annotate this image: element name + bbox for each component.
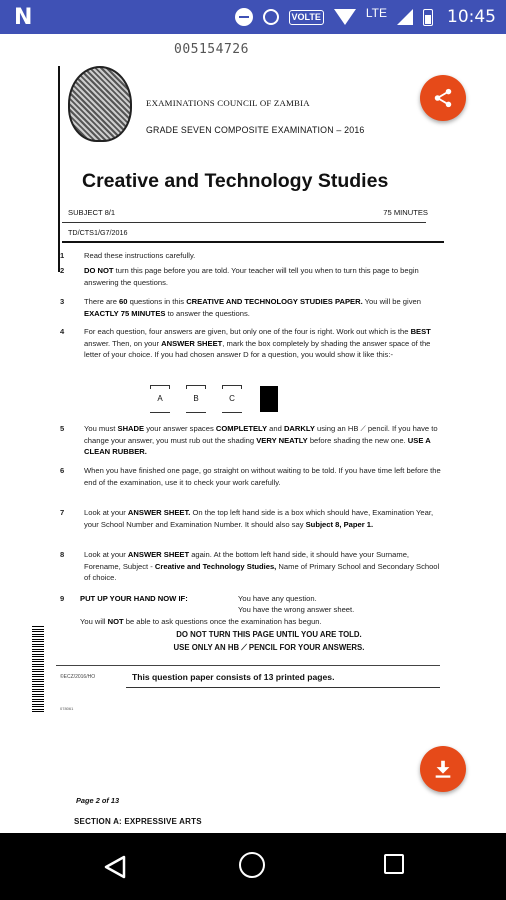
instruction-number: 3 <box>60 297 65 306</box>
document-page[interactable] <box>56 36 456 836</box>
signal-icon <box>397 9 413 25</box>
answer-box-c: C <box>222 385 242 413</box>
app-notification-icon: N <box>14 5 33 30</box>
duration: 75 MINUTES <box>383 208 428 217</box>
page-count-note: This question paper consists of 13 printed pages. <box>132 672 335 682</box>
do-not-disturb-icon <box>235 8 253 26</box>
instruction-number: 5 <box>60 424 65 433</box>
instruction-text: There are 60 questions in this CREATIVE AND TECHNOLOGY STUDIES PAPER. You will be given EXACTLY 75 MINUTES to answer the questions. <box>84 297 421 318</box>
share-icon <box>432 87 454 109</box>
council-name: EXAMINATIONS COUNCIL OF ZAMBIA <box>146 98 310 108</box>
instruction-note: You will NOT be able to ask questions once the examination has begun. <box>80 617 322 626</box>
instruction-text: You must SHADE your answer spaces COMPLETELY and DARKLY using an HB ⟋ pencil. If you have to change your answer, you must rub out the shading VERY NEATLY before shading the new one. USE A CLEAN RUBBER. <box>84 424 438 457</box>
share-button[interactable] <box>420 75 466 121</box>
divider <box>126 687 440 688</box>
volte-badge: VOLTE <box>289 10 324 25</box>
home-icon[interactable] <box>239 852 265 878</box>
download-icon <box>432 758 454 780</box>
instruction-heading: PUT UP YOUR HAND NOW IF: <box>80 594 188 603</box>
instruction-number: 4 <box>60 327 65 336</box>
divider <box>62 241 444 243</box>
divider <box>56 665 440 666</box>
instruction-number: 6 <box>60 466 65 475</box>
battery-icon <box>423 9 433 26</box>
stamp-number: 005154726 <box>174 42 249 57</box>
instruction-text: Look at your ANSWER SHEET again. At the bottom left hand side, it should have your Surname, Forename, Subject - Creative and Technology Studies, Name of Primary School and Secondary School of choice. <box>84 550 440 583</box>
section-heading: SECTION A: EXPRESSIVE ARTS <box>74 817 202 826</box>
instruction-text: Read these instructions carefully. <box>84 251 196 260</box>
instruction-text: For each question, four answers are given, but only one of the four is right. Work out which is the BEST answer. Then, on your ANSWER SHEET, mark the box completely by shading the answer space of the letter of your choice. If you had chosen answer D for a question, you would show it like this:- <box>84 327 431 360</box>
status-icons <box>235 0 496 34</box>
instruction-number: 7 <box>60 508 65 517</box>
answer-box-d-shaded <box>260 386 278 412</box>
exam-grade: GRADE SEVEN COMPOSITE EXAMINATION – 2016 <box>146 125 365 135</box>
copyright-code: ©ECZ/2016/HO <box>60 674 96 680</box>
coat-of-arms-logo <box>68 66 132 142</box>
instruction-number: 8 <box>60 550 65 559</box>
back-icon[interactable] <box>104 855 126 879</box>
subject-code: SUBJECT 8/1 <box>68 208 116 217</box>
answer-box-a: A <box>150 385 170 413</box>
instruction-text: DO NOT turn this page before you are told. Your teacher will tell you when to turn this page to begin answering the questions. <box>84 266 419 287</box>
recents-icon[interactable] <box>384 854 404 874</box>
page-number: Page 2 of 13 <box>76 796 120 805</box>
paper-code: TD/CTS1/G7/2016 <box>68 228 128 237</box>
divider <box>62 222 426 223</box>
margin-line <box>58 66 60 272</box>
reason-2: You have the wrong answer sheet. <box>238 605 355 614</box>
print-code: 078061 <box>60 706 74 711</box>
instruction-text: Look at your ANSWER SHEET. On the top left hand side is a box which should have, Examination Year, your School Number and Examination Number. It should also say Subject 8, Paper 1. <box>84 508 434 529</box>
instruction-text: When you have finished one page, go straight on without waiting to be told. If you have time left before the end of the examination, use it to check your work carefully. <box>84 466 441 487</box>
alarm-icon <box>263 9 279 25</box>
download-button[interactable] <box>420 746 466 792</box>
barcode-image <box>32 626 44 712</box>
answer-box-b: B <box>186 385 206 413</box>
clock: 10:45 <box>447 7 496 27</box>
status-bar <box>0 0 506 34</box>
network-type: LTE <box>365 6 387 20</box>
instruction-number: 1 <box>60 251 65 260</box>
navigation-bar <box>0 833 506 900</box>
reason-1: You have any question. <box>238 594 317 603</box>
instruction-number: 2 <box>60 266 65 275</box>
paper-title: Creative and Technology Studies <box>82 170 389 192</box>
instruction-number: 9 <box>60 594 65 603</box>
warning-line-1: DO NOT TURN THIS PAGE UNTIL YOU ARE TOLD. <box>176 630 362 639</box>
warning-line-2: USE ONLY AN HB ⟋ PENCIL FOR YOUR ANSWERS. <box>173 643 365 652</box>
wifi-icon <box>334 9 356 25</box>
